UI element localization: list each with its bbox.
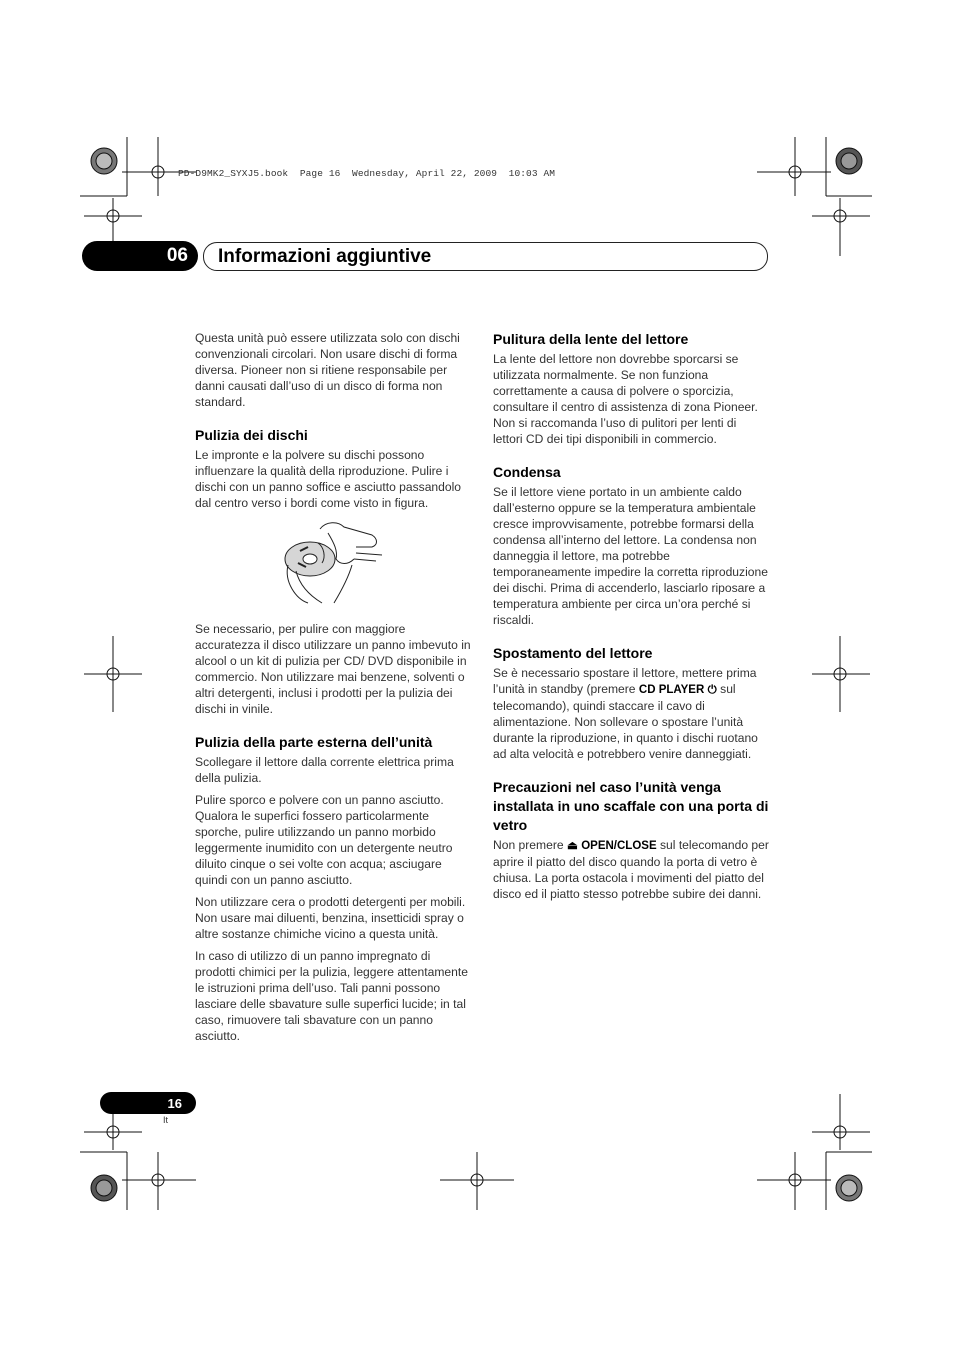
section-heading-condensation: Condensa xyxy=(493,464,561,480)
glass-cabinet-text-before: Non premere xyxy=(493,838,564,852)
exterior-cleaning-paragraph-4: In caso di utilizzo di un panno impregnato di prodotti chimici per la pulizia, leggere attentamente le istruzioni prima dell’uso. Tali panni possono lasciare delle sbavature sulle superfici lucide; in tal caso, rimuovere tali sbavature con un panno asciutto. xyxy=(195,949,468,1043)
chapter-number-badge: 06 xyxy=(82,241,198,271)
chapter-title: Informazioni aggiuntive xyxy=(203,242,768,271)
moving-text-after: sul telecomando), quindi staccare il cavo di alimentazione. Non sollevare o spostare l’unità durante la riproduzione, in quanto i dischi ruotano ad alta velocità e potrebbero venire danneggiati. xyxy=(493,682,758,761)
disc-cleaning-paragraph-1: Le impronte e la polvere su dischi possono influenzare la qualità della riproduzione. Pulire i dischi con un panno soffice e asciutto passandolo dal centro verso i bordi come visto in figura. xyxy=(195,448,462,510)
section-heading-disc-cleaning: Pulizia dei dischi xyxy=(195,427,308,443)
right-column xyxy=(493,330,769,908)
eject-icon: ⏏ xyxy=(566,840,578,852)
cd-player-key-label: CD PLAYER xyxy=(638,684,705,696)
moving-paragraph xyxy=(493,665,769,762)
disc-cleaning-illustration xyxy=(195,517,471,609)
glass-cabinet-paragraph xyxy=(493,837,769,902)
glass-cabinet-text-after: sul telecomando per aprire il piatto del disco quando la porta di vetro è chiusa. La porta ostacola i movimenti del piatto del disco ed il piatto stesso potrebbe subire dei danni. xyxy=(493,838,769,901)
left-column xyxy=(195,330,471,1050)
lens-cleaning-paragraph: La lente del lettore non dovrebbe sporcarsi se utilizzata normalmente. Se non funziona correttamente a causa di polvere o sporcizia, consultare il centro di assistenza di zona Pioneer. Non si raccomanda l’uso di pulitori per lenti di lettori CD dei tipi disponibili in commercio. xyxy=(493,352,758,446)
section-heading-moving: Spostamento del lettore xyxy=(493,645,653,661)
page-number-badge: 16 xyxy=(100,1092,196,1114)
exterior-cleaning-paragraph-2: Pulire sporco e polvere con un panno asciutto. Qualora le superfici fossero particolarmente sporche, pulire utilizzando un panno morbido leggermente inumidito con un detergente neutro diluito cinque o sei volte con acqua; asciugare quindi con un panno asciutto. xyxy=(195,793,453,887)
print-info-line: PD-D9MK2_SYXJ5.book Page 16 Wednesday, April 22, 2009 10:03 AM xyxy=(178,168,556,179)
condensation-paragraph: Se il lettore viene portato in un ambiente caldo dall’esterno oppure se la temperatura ambientale cresce improvvisamente, potrebbe formarsi della condensa all’interno del lettore. La condensa non danneggia il lettore, ma potrebbe temporaneamente impedire la corretta riproduzione dei dischi. Prima di accenderlo, lasciarlo riposare a temperatura ambiente per circa un’ora perché si riscaldi. xyxy=(493,485,768,627)
exterior-cleaning-paragraph-3: Non utilizzare cera o prodotti detergenti per mobili. Non usare mai diluenti, benzina, insetticidi spray o altre sostanze chimiche vicino a questa unità. xyxy=(195,895,466,941)
open-close-key-label: OPEN/CLOSE xyxy=(581,840,657,852)
exterior-cleaning-paragraph-1: Scollegare il lettore dalla corrente elettrica prima della pulizia. xyxy=(195,755,454,785)
standby-power-icon: ⏻ xyxy=(707,684,717,696)
hands-wiping-disc-icon xyxy=(278,517,388,605)
section-heading-lens-cleaning: Pulitura della lente del lettore xyxy=(493,331,689,347)
section-heading-exterior-cleaning: Pulizia della parte esterna dell’unità xyxy=(195,734,433,750)
intro-paragraph: Questa unità può essere utilizzata solo con dischi convenzionali circolari. Non usare dischi di forma diversa. Pioneer non si ritiene responsabile per danni causati dall’uso di un disco di forma non standard. xyxy=(195,331,460,409)
moving-text-before: Se è necessario spostare il lettore, mettere prima l’unità in standby (premere xyxy=(493,666,757,696)
language-code: It xyxy=(163,1115,169,1125)
disc-cleaning-paragraph-2: Se necessario, per pulire con maggiore accuratezza il disco utilizzare un panno imbevuto in alcool o un kit di pulizia per CD/ DVD disponibile in commercio. Non utilizzare mai benzene, solventi o altri detergenti, inclusi i prodotti per la pulizia dei dischi in vinile. xyxy=(195,622,471,716)
section-heading-glass-cabinet: Precauzioni nel caso l’unità venga installata in uno scaffale con una porta di vetro xyxy=(493,779,769,833)
